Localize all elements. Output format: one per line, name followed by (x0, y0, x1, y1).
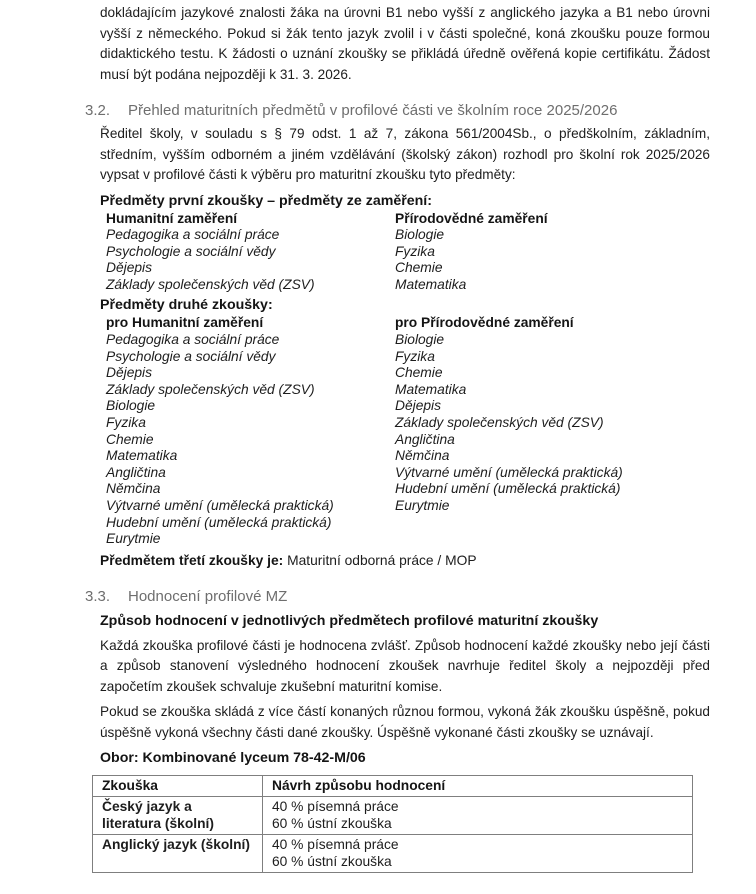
section-title: Hodnocení profilové MZ (128, 587, 288, 605)
section-title: Přehled maturitních předmětů v profilové části ve školním roce 2025/2026 (128, 102, 618, 119)
column-header: pro Přírodovědné zaměření (395, 315, 574, 331)
subject-item: Biologie (395, 332, 445, 348)
first-exam-heading: Předměty první zkoušky – předměty ze zaměření: (100, 192, 432, 209)
subject-item: Němčina (395, 448, 450, 464)
section-heading-3-3 (85, 587, 710, 606)
second-exam-right-column (395, 315, 710, 547)
section-number: 3.2. (85, 102, 111, 119)
table-header-row (93, 776, 693, 797)
subject-item: Matematika (395, 276, 467, 292)
section-heading-3-2 (85, 101, 710, 120)
grading-table (92, 775, 693, 873)
grading-subheading: Způsob hodnocení v jednotlivých předmětech profilové maturitní zkoušky (100, 612, 599, 629)
column-header: Přírodovědné zaměření (395, 210, 548, 226)
first-exam-left-column (106, 211, 395, 294)
subject-item: Psychologie a sociální vědy (106, 348, 276, 364)
subject-item: Matematika (395, 381, 467, 397)
subject-item: Výtvarné umění (umělecká praktická) (106, 498, 334, 513)
grading-paragraph-1: Každá zkouška profilové části je hodnocena zvlášť. Způsob hodnocení každé zkoušky nebo její části a způsob stanovení výsledného hodnocení zkoušek navrhuje ředitel školy a nejpozději před započetím zkoušek schvaluje zkušební maturitní komise. (100, 637, 710, 694)
table-header-exam: Zkouška (93, 776, 263, 797)
subject-item: Výtvarné umění (umělecká praktická) (395, 464, 623, 480)
table-row (93, 797, 693, 835)
section-3-2-paragraph: Ředitel školy, v souladu s § 79 odst. 1 až 7, zákona 561/2004Sb., o předškolním, základním, středním, vyšším odborném a jiném vzdělávání (školský zákon) rozhodl pro školní rok 2025/2026 vypsat v profilové části k výběru pro maturitní zkoušku tyto předměty: (100, 126, 710, 182)
third-exam-label: Předmětem třetí zkoušky je: (100, 552, 284, 568)
first-exam-subjects (106, 211, 710, 294)
subject-item: Matematika (106, 448, 178, 464)
subject-item: Angličtina (395, 431, 455, 447)
subject-item: Pedagogika a sociální práce (106, 227, 280, 243)
subject-item: Základy společenských věd (ZSV) (106, 276, 315, 292)
third-exam-value: Maturitní odborná práce / MOP (287, 552, 477, 568)
subject-item: Biologie (106, 398, 156, 414)
subject-item: Základy společenských věd (ZSV) (106, 381, 315, 397)
subject-item: Hudební umění (umělecká praktická) (395, 481, 621, 497)
subject-item: Eurytmie (395, 498, 450, 513)
subject-item: Dějepis (106, 365, 153, 381)
subject-item: Němčina (106, 481, 161, 497)
subject-item: Hudební umění (umělecká praktická) (106, 514, 332, 530)
second-exam-left-column (106, 315, 395, 547)
table-row (93, 835, 693, 873)
grading-cell (263, 797, 693, 835)
subject-item: Eurytmie (106, 531, 161, 547)
subject-item: Pedagogika a sociální práce (106, 332, 280, 348)
first-exam-right-column (395, 211, 710, 294)
grading-cell (263, 835, 693, 873)
subject-item: Základy společenských věd (ZSV) (395, 415, 604, 431)
grading-line: 40 % písemná práce (272, 837, 399, 853)
obor-heading: Obor: Kombinované lyceum 78-42-M/06 (100, 750, 366, 767)
subject-item: Biologie (395, 227, 445, 243)
intro-paragraph: dokládajícím jazykové znalosti žáka na úrovni B1 nebo vyšší z anglického jazyka a B1 nebo úrovni vyšší z německého. Pokud si žák tento jazyk zvolil i v části společné, koná zkoušku pouze formou didaktického testu. K žádosti o uznání zkoušky se přikládá úředně ověřená kopie certifikátu. Žádost musí být podána nejpozději k 31. 3. 2026. (100, 5, 710, 82)
subject-item: Chemie (395, 365, 443, 381)
subject-item: Fyzika (395, 348, 435, 364)
subject-item: Angličtina (106, 464, 166, 480)
subject-item: Psychologie a sociální vědy (106, 243, 276, 259)
column-header: Humanitní zaměření (106, 210, 238, 226)
grading-line: 60 % ústní zkouška (272, 854, 392, 870)
grading-line: 60 % ústní zkouška (272, 816, 392, 832)
subject-item: Dějepis (106, 260, 153, 276)
subject-item: Chemie (106, 431, 154, 447)
subject-item: Dějepis (395, 398, 442, 414)
exam-name-cell: Český jazyk a literatura (školní) (93, 797, 263, 835)
grading-paragraph-2: Pokud se zkouška skládá z více částí konaných různou formou, vykoná žák zkoušku úspěšně, pokud úspěšně vykoná všechny části dané zkoušky. Úspěšně vykonané části zkoušky se uznávají. (100, 704, 710, 740)
exam-name-cell: Anglický jazyk (školní) (93, 835, 263, 873)
column-header: pro Humanitní zaměření (106, 315, 264, 331)
subject-item: Fyzika (395, 243, 435, 259)
section-number: 3.3. (85, 587, 111, 605)
third-exam-line (100, 551, 710, 570)
subject-item: Chemie (395, 260, 443, 276)
subject-item: Fyzika (106, 415, 146, 431)
second-exam-subjects (106, 315, 710, 547)
second-exam-heading: Předměty druhé zkoušky: (100, 297, 273, 314)
table-header-grading: Návrh způsobu hodnocení (263, 776, 693, 797)
grading-line: 40 % písemná práce (272, 799, 399, 815)
